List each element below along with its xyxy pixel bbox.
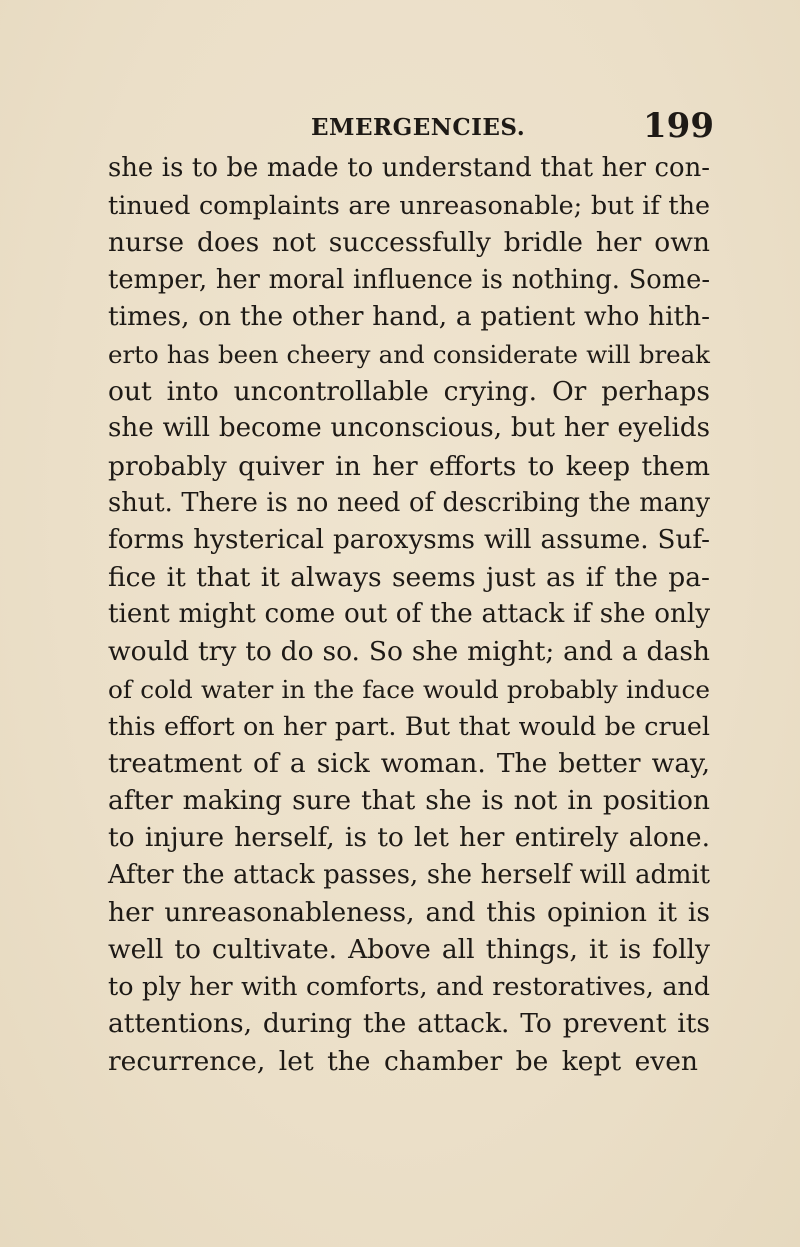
text-line: probably quiver in her efforts to keep them <box>108 450 710 482</box>
text-line: she is to be made to understand that her con- <box>108 153 710 183</box>
text-line: would try to do so. So she might; and a dash <box>108 636 710 668</box>
running-head <box>0 104 800 144</box>
text-line: forms hysterical paroxysms will assume. Suf- <box>108 524 710 555</box>
text-line: attentions, during the attack. To prevent its <box>108 1008 710 1040</box>
text-line: recurrence, let the chamber be kept even <box>108 1045 698 1077</box>
text-line: fice it that it always seems just as if the pa- <box>108 562 710 594</box>
text-line: well to cultivate. Above all things, it is folly <box>108 933 710 965</box>
text-line: to ply her with comforts, and restoratives, and <box>108 971 710 1002</box>
text-line: of cold water in the face would probably induce <box>108 674 710 704</box>
text-line: nurse does not successfully bridle her own <box>108 227 710 259</box>
text-line: tient might come out of the attack if she only <box>108 599 710 630</box>
text-line: temper, her moral influence is nothing. Some- <box>108 264 710 295</box>
text-line: out into uncontrollable crying. Or perhaps <box>108 376 710 408</box>
text-line: tinued complaints are unreasonable; but if the <box>108 190 710 221</box>
text-line: treatment of a sick woman. The better way, <box>108 748 710 779</box>
chapter-title: EMERGENCIES. <box>311 114 526 141</box>
text-line: shut. There is no need of describing the many <box>108 487 710 518</box>
text-line: this effort on her part. But that would be cruel <box>108 710 710 741</box>
text-line: to injure herself, is to let her entirely alone. <box>108 822 710 854</box>
text-line: times, on the other hand, a patient who hith- <box>108 301 710 332</box>
text-line: her unreasonableness, and this opinion it is <box>108 896 710 928</box>
text-line: erto has been cheery and considerate will break <box>108 339 710 369</box>
page-number: 199 <box>643 106 714 146</box>
body-text <box>108 150 710 1080</box>
text-line: After the attack passes, she herself will admit <box>108 859 710 890</box>
text-line: she will become unconscious, but her eyelids <box>108 413 710 444</box>
text-line: after making sure that she is not in position <box>108 785 710 817</box>
